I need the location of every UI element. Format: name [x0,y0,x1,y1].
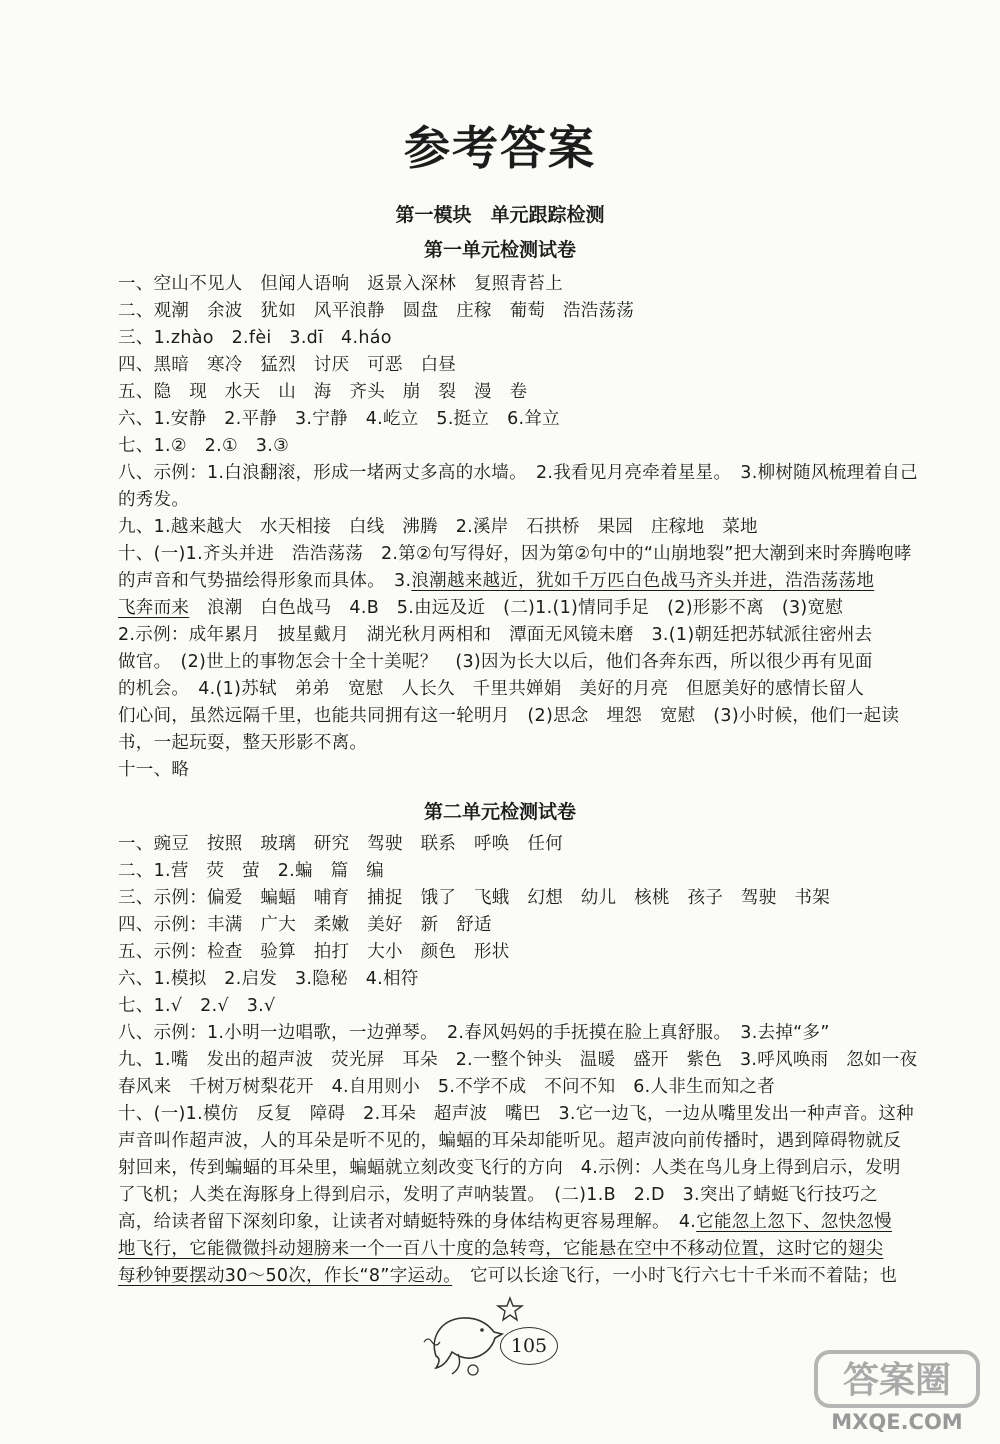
answer-line: 七、1.② 2.① 3.③ [118,436,290,456]
answer-text: 的声音和气势描绘得形象而具体。 3. [118,571,412,591]
answer-line: 五、示例：检查 验算 拍打 大小 颜色 形状 [118,942,510,962]
answer-line: 八、示例：1.白浪翻滚，形成一堵两丈多高的水墙。 2.我看见月亮牵着星星。 3.柳树随风梳理着自己 [118,463,918,483]
answer-line: 十、(一)1.齐头并进 浩浩荡荡 2.第②句写得好，因为第②句中的“山崩地裂”把大潮到来时奔腾咆哮 [118,544,912,564]
answer-line: 书，一起玩耍，整天形影不离。 [118,733,368,753]
answer-text: 高，给读者留下深刻印象，让读者对蜻蜓特殊的身体结构更容易理解。 4. [118,1212,697,1232]
answer-line: 四、示例：丰满 广大 柔嫩 美好 新 舒适 [118,915,492,935]
answer-line: 二、1.营 荧 萤 2.蝙 篇 编 [118,861,384,881]
answer-text: 浪潮 白色战马 4.B 5.由远及近 (二)1.(1)情同手足 (2)形影不离 (3)宽慰 [189,598,844,618]
unit1-heading: 第一单元检测试卷 [423,239,576,261]
underlined-answer: 飞奔而来 [118,598,190,618]
answer-line: 九、1.越来越大 水天相接 白线 沸腾 2.溪岸 石拱桥 果园 庄稼地 菜地 [118,517,758,537]
underlined-answer: 地飞行，它能微微抖动翅膀来一个一百八十度的急转弯，它能悬在空中不移动位置，这时它的翅尖 [118,1239,884,1259]
answer-line: 射回来，传到蝙蝠的耳朵里，蝙蝠就立刻改变飞行的方向 4.示例：人类在鸟儿身上得到启示，发明 [118,1158,901,1178]
answer-line [118,1209,908,1235]
underlined-answer: 每秒钟要摆动30～50次，作长“8”字运动。 [118,1266,453,1286]
dolphin-icon [418,1298,508,1380]
answer-line: 九、1.嘴 发出的超声波 荧光屏 耳朵 2.一整个钟头 温暖 盛开 紫色 3.呼风唤雨 忽如一夜 [118,1050,918,1070]
answer-line [118,568,908,594]
watermark-logo-text: 答案圈 [842,1360,952,1401]
underlined-answer: 它能忽上忽下、忽快忽慢 [696,1212,892,1232]
answer-line: 三、1.zhào 2.fèi 3.dī 4.háo [118,328,392,348]
answer-line: 十、(一)1.模仿 反复 障碍 2.耳朵 超声波 嘴巴 3.它一边飞，一边从嘴里发出一种声音。这种 [118,1104,914,1124]
answer-line [118,1263,908,1289]
answer-line: 们心间，虽然远隔千里，也能共同拥有这一轮明月 (2)思念 埋怨 宽慰 (3)小时候，他们一起读 [118,706,900,726]
watermark-logo [812,1348,982,1410]
answer-line: 六、1.安静 2.平静 3.宁静 4.屹立 5.挺立 6.耸立 [118,409,560,429]
answer-line: 一、空山不见人 但闻人语响 返景入深林 复照青苔上 [118,274,563,294]
answer-line [118,1236,908,1262]
answer-line [118,595,908,621]
answer-line: 一、豌豆 按照 玻璃 研究 驾驶 联系 呼唤 任何 [118,834,563,854]
answer-line: 八、示例：1.小明一边唱歌，一边弹琴。 2.春风妈妈的手抚摸在脸上真舒服。 3.去掉“多” [118,1023,830,1043]
answer-text: 它可以长途飞行，一小时飞行六七十千米而不着陆；也 [452,1266,898,1286]
answer-line: 四、黑暗 寒冷 猛烈 讨厌 可恶 白昼 [118,355,457,375]
page-title: 参考答案 [404,121,596,175]
answer-line: 三、示例：偏爱 蝙蝠 哺育 捕捉 饿了 飞蛾 幻想 幼儿 核桃 孩子 驾驶 书架 [118,888,830,908]
answer-line: 做官。 (2)世上的事物怎会十全十美呢？ (3)因为长大以后，他们各奔东西，所以很少再有见面 [118,652,873,672]
underlined-answer: 浪潮越来越近，犹如千万匹白色战马齐头并进，浩浩荡荡地 [411,571,875,591]
star-icon [496,1296,524,1322]
watermark-url: MXQE.COM [831,1410,963,1434]
page-number: 105 [500,1327,558,1365]
unit2-heading: 第二单元检测试卷 [423,801,576,823]
answer-line: 了飞机；人类在海豚身上得到启示，发明了声呐装置。 (二)1.B 2.D 3.突出了蜻蜓飞行技巧之 [118,1185,878,1205]
answer-line: 六、1.模拟 2.启发 3.隐秘 4.相符 [118,969,419,989]
answer-line: 五、隐 现 水天 山 海 齐头 崩 裂 漫 卷 [118,382,528,402]
answer-line: 春风来 千树万树梨花开 4.自用则小 5.不学不成 不问不知 6.人非生而知之者 [118,1077,776,1097]
answer-line: 的机会。 4.(1)苏轼 弟弟 宽慰 人长久 千里共婵娟 美好的月亮 但愿美好的感情长留人 [118,679,865,699]
answer-line: 十一、略 [118,760,190,780]
answer-line: 的秀发。 [118,490,190,510]
answer-line: 二、观潮 余波 犹如 风平浪静 圆盘 庄稼 葡萄 浩浩荡荡 [118,301,635,321]
answer-line: 2.示例：成年累月 披星戴月 湖光秋月两相和 潭面无风镜未磨 3.(1)朝廷把苏轼派往密州去 [118,625,873,645]
module-title: 第一模块 单元跟踪检测 [395,204,605,226]
answer-line: 声音叫作超声波，人的耳朵是听不见的，蝙蝠的耳朵却能听见。超声波向前传播时，遇到障碍物就反 [118,1131,902,1151]
answer-line: 七、1.√ 2.√ 3.√ [118,996,276,1016]
